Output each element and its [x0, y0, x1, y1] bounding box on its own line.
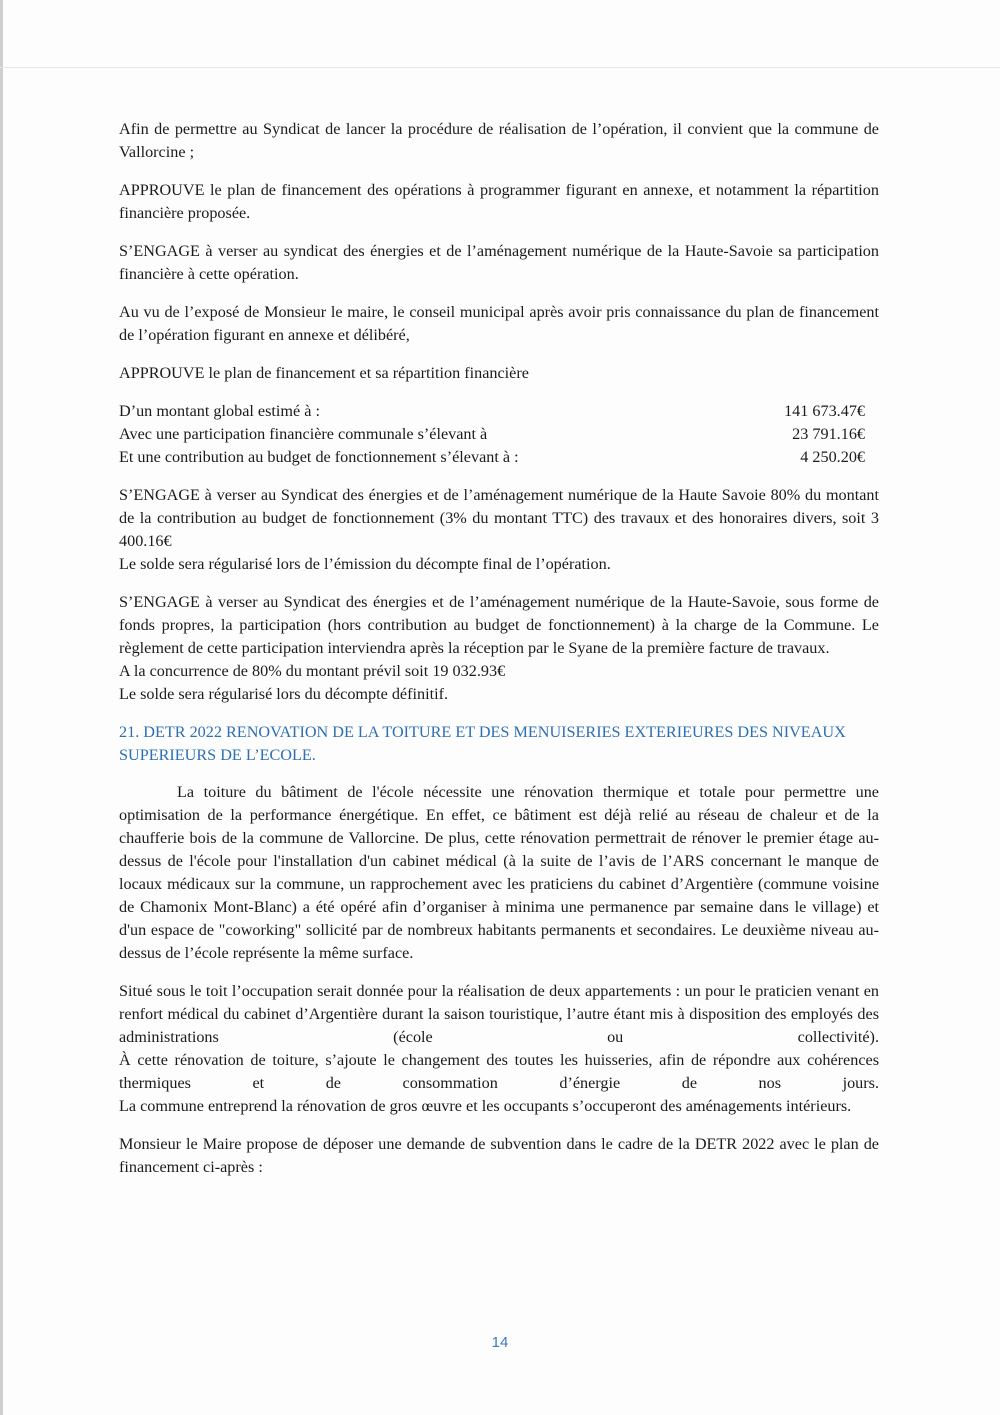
engage-concurrence: A la concurrence de 80% du montant prévil soit 19 032.93€: [119, 662, 506, 680]
section-heading: 21. DETR 2022 RENOVATION DE LA TOITURE ET DES MENUISERIES EXTERIEURES DES NIVEAUX SUPERIEURS DE L’ECOLE.: [119, 723, 846, 764]
amount-value: 141 673.47€: [784, 402, 865, 420]
paragraph-engage-participation: S’ENGAGE à verser au syndicat des énergies et de l’aménagement numérique de la Haute-Savoie sa participation financière à cette opération.: [119, 242, 879, 283]
amount-label: Et une contribution au budget de fonctionnement s’élevant à :: [119, 448, 519, 466]
paragraph-expose-maire: Au vu de l’exposé de Monsieur le maire, le conseil municipal après avoir pris connaissance du plan de financement de l’opération figurant en annexe et délibéré,: [119, 303, 879, 344]
amount-row: [119, 446, 879, 469]
paragraph-approuve-plan: APPROUVE le plan de financement des opérations à programmer figurant en annexe, et notamment la répartition financière proposée.: [119, 181, 879, 222]
paragraph-intro: Afin de permettre au Syndicat de lancer la procédure de réalisation de l’opération, il convient que la commune de Vallorcine ;: [119, 120, 879, 161]
amount-value: 4 250.20€: [800, 448, 865, 466]
paragraph-toiture: La toiture du bâtiment de l'école nécessite une rénovation thermique et totale pour permettre une optimisation de la performance énergétique. En effet, ce bâtiment est déjà relié au réseau de chaleur et de la chaufferie bois de la commune de Vallorcine. De plus, cette rénovation permettrait de rénover le premier étage au-dessus de l'école pour l'installation d'un cabinet médical (à la suite de l’avis de l’ARS concernant le manque de locaux médicaux sur la commune, un rapprochement avec les praticiens du cabinet d’Argentière (commune voisine de Chamonix Mont-Blanc) a été opéré afin d’organiser à minima une permanence par semaine dans le village) et d'un espace de "coworking" sollicité par de nombreux habitants permanents et secondaires. Le deuxième niveau au-dessus de l’école représente la même surface.: [119, 783, 879, 962]
occupation-block: [119, 980, 879, 1118]
engage-contribution-solde: Le solde sera régularisé lors de l’émission du décompte final de l’opération.: [119, 555, 611, 573]
engage-fonds-propres-block: [119, 591, 879, 706]
paragraph-approuve-repartition: APPROUVE le plan de financement et sa répartition financière: [119, 364, 529, 382]
engage-contribution-text: S’ENGAGE à verser au Syndicat des énergies et de l’aménagement numérique de la Haute Savoie 80% du montant de la contribution au budget de fonctionnement (3% du montant TTC) des travaux et des honoraires divers, soit 3 400.16€: [119, 486, 879, 550]
engage-contribution-block: [119, 484, 879, 576]
paragraph-gros-oeuvre: La commune entreprend la rénovation de gros œuvre et les occupants s’occuperont des aménagements intérieurs.: [119, 1097, 852, 1115]
amount-label: Avec une participation financière communale s’élevant à: [119, 425, 488, 443]
page-number: 14: [491, 1334, 509, 1351]
amount-value: 23 791.16€: [792, 425, 865, 443]
engage-fonds-propres-text: S’ENGAGE à verser au Syndicat des énergies et de l’aménagement numérique de la Haute-Savoie, sous forme de fonds propres, la participation (hors contribution au budget de fonctionnement) à la charge de la Commune. Le règlement de cette participation interviendra après la réception par le Syane de la première facture de travaux.: [119, 593, 879, 657]
amounts-table: [119, 400, 879, 469]
paragraph-occupation: Situé sous le toit l’occupation serait donnée pour la réalisation de deux appartements : un pour le praticien venant en renfort médical du cabinet d’Argentière durant la saison touristique, l’autre étant mis à disposition des employés des administrations (école ou collectivité).: [119, 982, 879, 1046]
paragraph-huisseries: À cette rénovation de toiture, s’ajoute le changement des toutes les huisseries, afin de répondre aux cohérences thermiques et de consommation d’énergie de nos jours.: [119, 1051, 879, 1092]
document-body: [119, 118, 879, 1194]
scan-top-rule: [0, 67, 1000, 68]
amount-label: D’un montant global estimé à :: [119, 402, 320, 420]
paragraph-demande-subvention: Monsieur le Maire propose de déposer une demande de subvention dans le cadre de la DETR 2022 avec le plan de financement ci-après :: [119, 1135, 879, 1176]
engage-fonds-propres-solde: Le solde sera régularisé lors du décompte définitif.: [119, 685, 449, 703]
scan-left-edge: [0, 0, 3, 1415]
amount-row: [119, 423, 879, 446]
amount-row: [119, 400, 879, 423]
